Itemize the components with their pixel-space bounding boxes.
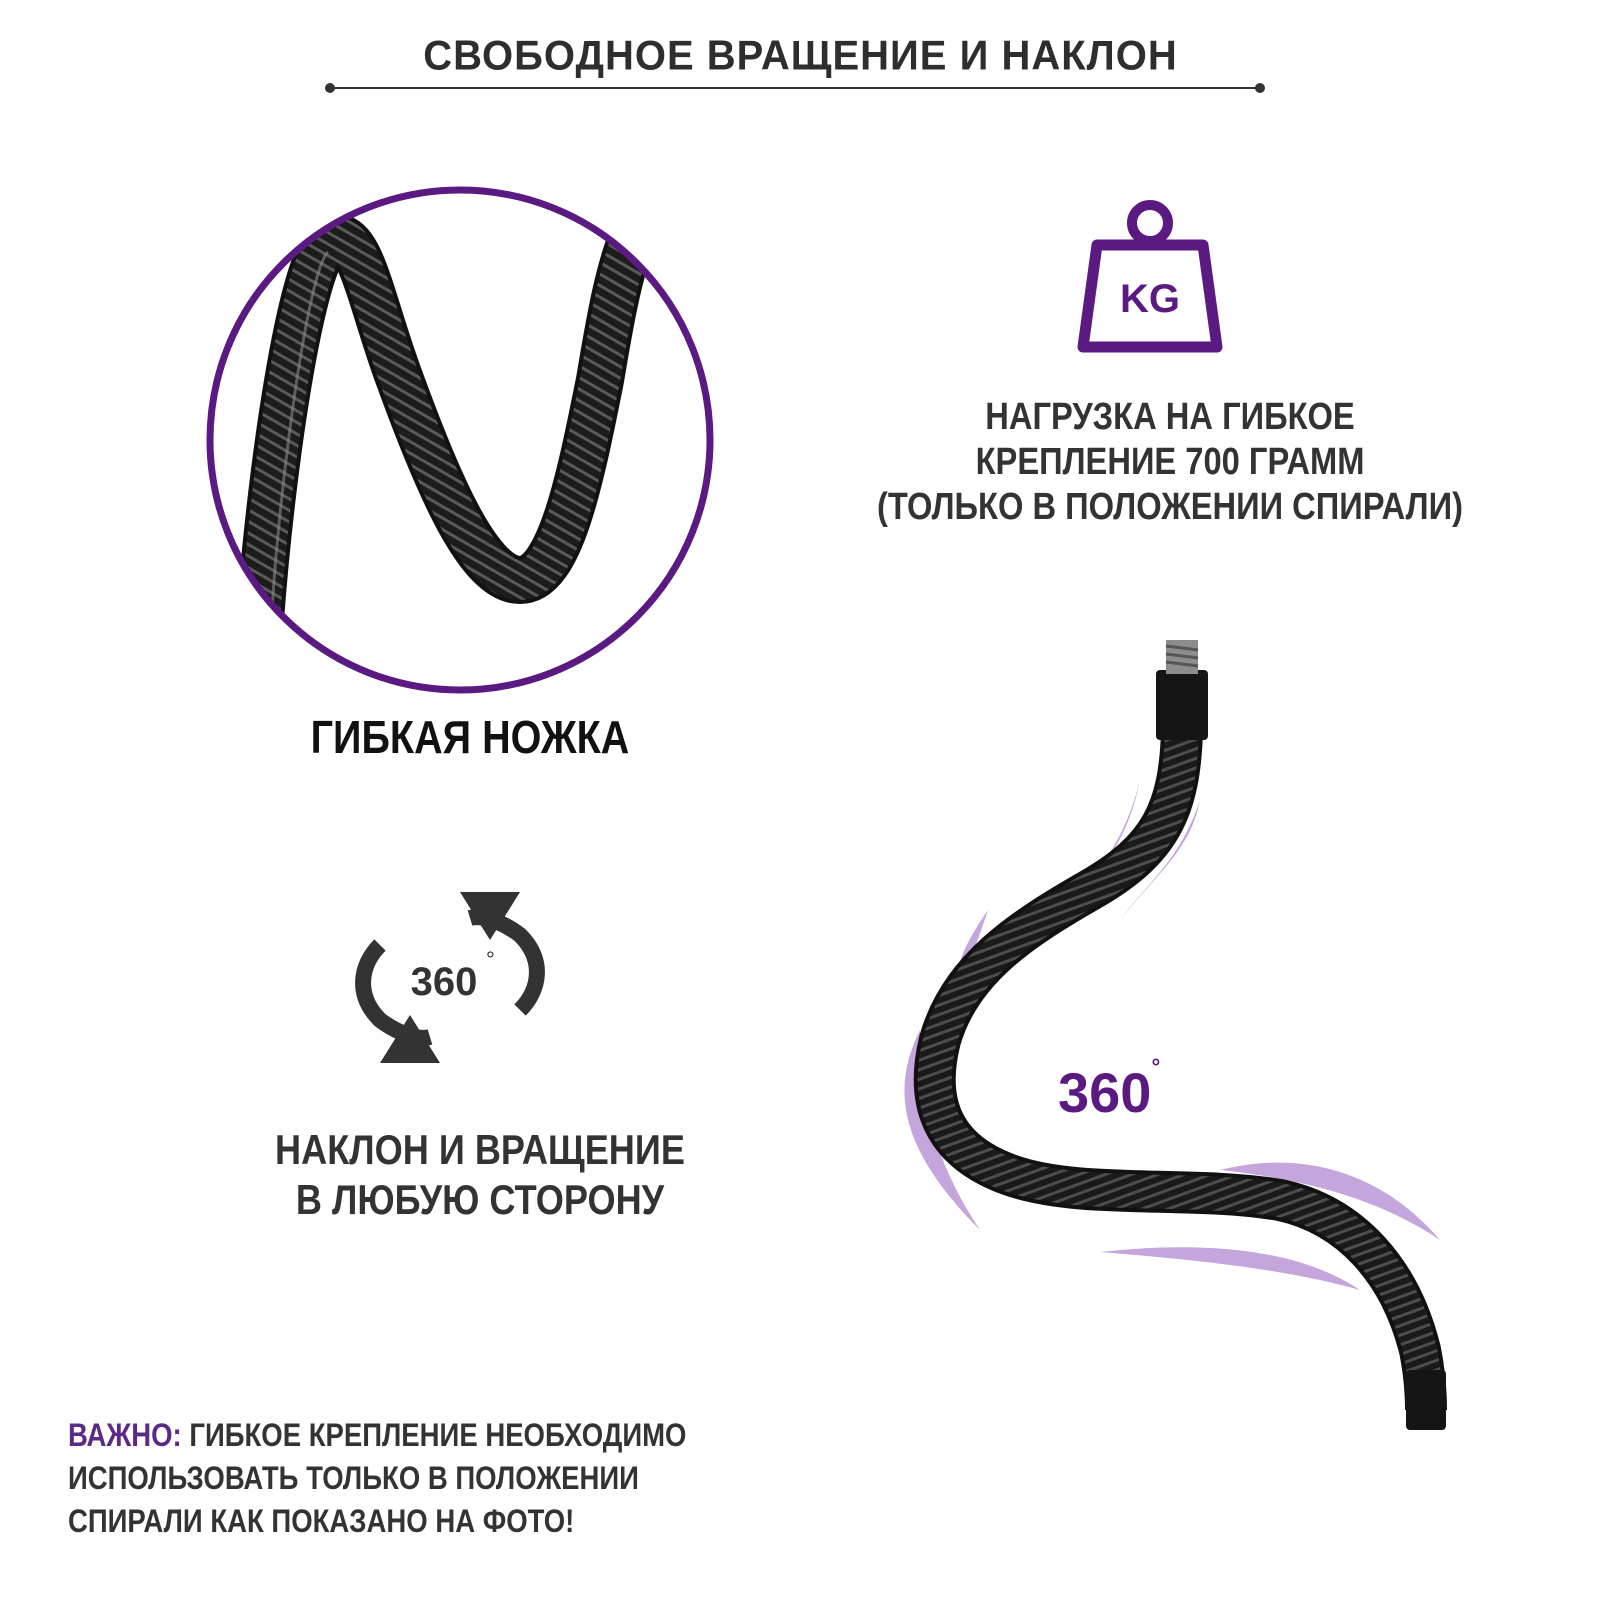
important-note-text: ГИБКОЕ КРЕПЛЕНИЕ НЕОБХОДИМО ИСПОЛЬЗОВАТЬ ТОЛЬКО В ПОЛОЖЕНИИ СПИРАЛИ КАК ПОКАЗАНО НА ФОТО! — [68, 1417, 687, 1540]
weight-line-3: (ТОЛЬКО В ПОЛОЖЕНИИ СПИРАЛИ) — [876, 485, 1463, 528]
rotate-360-icon — [340, 885, 560, 1070]
gooseneck-product-image — [860, 630, 1500, 1450]
weight-line-2: КРЕПЛЕНИЕ 700 ГРАММ — [975, 440, 1365, 483]
title-divider — [330, 87, 1260, 89]
weight-capacity-text — [869, 395, 1471, 529]
weight-line-1: НАГРУЗКА НА ГИБКОЕ — [985, 396, 1355, 438]
rotation-360-degree: ° — [1151, 1054, 1161, 1079]
rotation-line-2: В ЛЮБУЮ СТОРОНУ — [295, 1175, 665, 1223]
tilt-rotation-text — [196, 1125, 764, 1224]
important-note-prefix: ВАЖНО: — [68, 1417, 182, 1453]
divider-dot-left — [325, 83, 335, 93]
weight-kg-icon — [1075, 195, 1225, 360]
divider-dot-right — [1255, 83, 1265, 93]
rotation-360-label — [1058, 1054, 1161, 1125]
flexible-leg-circle-image — [200, 180, 720, 700]
weight-icon-label: KG — [1120, 277, 1180, 321]
rotation-line-1: НАКЛОН И ВРАЩЕНИЕ — [275, 1126, 685, 1173]
important-note — [68, 1414, 722, 1544]
flexible-leg-label: ГИБКАЯ НОЖКА — [310, 711, 630, 763]
rotate-icon-degree: ° — [486, 947, 495, 972]
page-title: СВОБОДНОЕ ВРАЩЕНИЕ И НАКЛОН — [423, 32, 1178, 80]
rotate-icon-label: 360 — [410, 960, 478, 1004]
rotation-360-number: 360 — [1058, 1061, 1152, 1124]
